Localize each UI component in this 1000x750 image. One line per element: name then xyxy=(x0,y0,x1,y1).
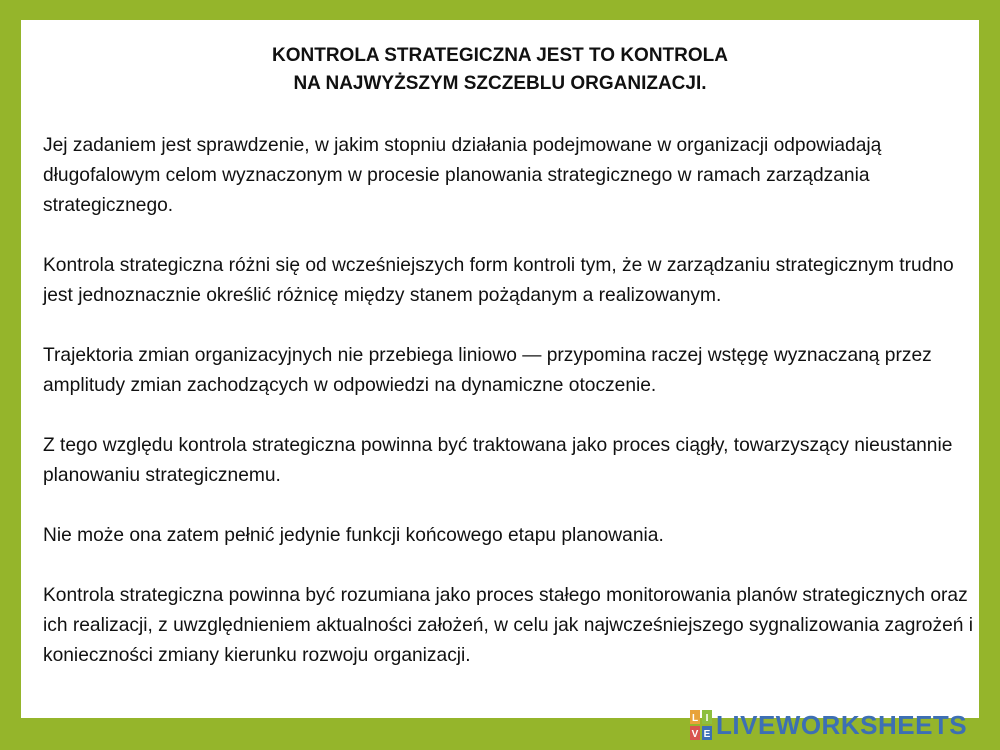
liveworksheets-brand xyxy=(690,708,967,742)
paragraph: Jej zadaniem jest sprawdzenie, w jakim stopniu działania podejmowane w organizacji odpowiadają długofalowym celom wyznaczonym w procesie planowania strategicznego w ramach zarządzania strategicznego. xyxy=(43,135,882,216)
paragraph: Z tego względu kontrola strategiczna powinna być traktowana jako proces ciągły, towarzyszący nieustannie planowaniu strategicznemu. xyxy=(43,435,953,486)
liveworksheets-logo-icon xyxy=(690,710,712,740)
paragraph: Trajektoria zmian organizacyjnych nie przebiega liniowo — przypomina raczej wstęgę wyznaczaną przez amplitudy zmian zachodzących w odpowiedzi na dynamiczne otoczenie. xyxy=(43,345,932,396)
paragraph: Kontrola strategiczna powinna być rozumiana jako proces stałego monitorowania planów strategicznych oraz ich realizacji, z uwzględnieniem aktualności założeń, w celu jak najwcześniejszego sygnalizowania zagrożeń i konieczności zmiany kierunku rozwoju organizacji. xyxy=(43,585,974,666)
worksheet-page xyxy=(21,20,979,718)
title-line-1: KONTROLA STRATEGICZNA JEST TO KONTROLA xyxy=(272,45,728,66)
logo-letter: E xyxy=(703,729,711,740)
paragraph: Kontrola strategiczna różni się od wcześniejszych form kontroli tym, że w zarządzaniu strategicznym trudno jest jednoznacznie określić różnicę między stanem pożądanym a realizowanym. xyxy=(43,255,954,306)
logo-letter: V xyxy=(691,729,699,740)
page-title xyxy=(21,42,979,98)
brand-wordmark: LIVEWORKSHEETS xyxy=(716,709,968,740)
document-body xyxy=(43,131,973,671)
logo-letter: L xyxy=(691,713,699,724)
title-line-2: NA NAJWYŻSZYM SZCZEBLU ORGANIZACJI. xyxy=(293,73,707,94)
logo-letter: I xyxy=(705,713,709,724)
paragraph: Nie może ona zatem pełnić jedynie funkcji końcowego etapu planowania. xyxy=(43,525,664,546)
